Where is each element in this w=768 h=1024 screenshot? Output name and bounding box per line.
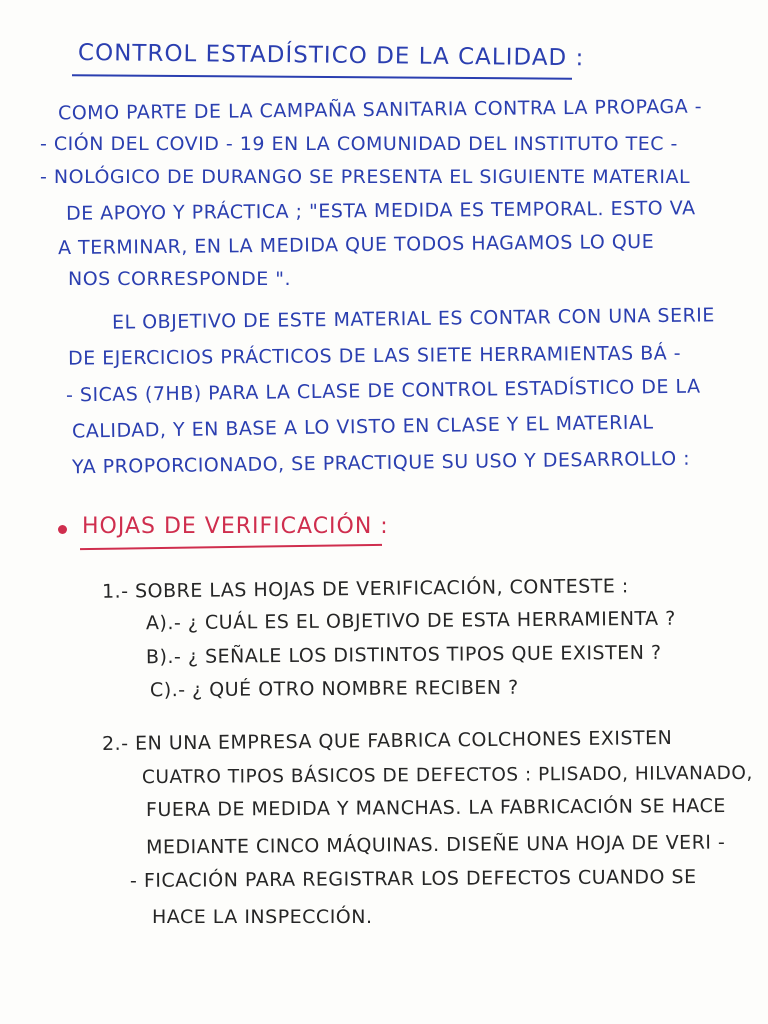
objective-line: DE EJERCICIOS PRÁCTICOS DE LAS SIETE HERRAMIENTAS BÁ - — [67, 342, 682, 370]
intro-line: - CIÓN DEL COVID - 19 EN LA COMUNIDAD DEL INSTITUTO TEC - — [40, 133, 678, 155]
q1-item-c: C).- ¿ QUÉ OTRO NOMBRE RECIBEN ? — [149, 676, 519, 702]
q2-line: - FICACIÓN PARA REGISTRAR LOS DEFECTOS CUANDO SE — [129, 866, 697, 892]
objective-line: CALIDAD, Y EN BASE A LO VISTO EN CLASE Y EL MATERIAL — [71, 411, 654, 443]
q1-item-b: B).- ¿ SEÑALE LOS DISTINTOS TIPOS QUE EXISTEN ? — [145, 641, 662, 669]
intro-line: - NOLÓGICO DE DURANGO SE PRESENTA EL SIGUIENTE MATERIAL — [40, 166, 691, 188]
q2-line: CUATRO TIPOS BÁSICOS DE DEFECTOS : PLISADO, HILVANADO, — [141, 762, 753, 789]
intro-line: A TERMINAR, EN LA MEDIDA QUE TODOS HAGAMOS LO QUE — [57, 230, 655, 260]
title-underline — [72, 74, 572, 79]
objective-line: EL OBJETIVO DE ESTE MATERIAL ES CONTAR CON UNA SERIE — [111, 304, 715, 334]
q2-line: 2.- EN UNA EMPRESA QUE FABRICA COLCHONES EXISTEN — [101, 727, 673, 755]
intro-line: COMO PARTE DE LA CAMPAÑA SANITARIA CONTRA LA PROPAGA - — [57, 95, 703, 125]
q2-line: MEDIANTE CINCO MÁQUINAS. DISEÑE UNA HOJA DE VERI - — [145, 831, 726, 859]
intro-line: NOS CORRESPONDE ". — [68, 268, 292, 290]
q2-line: HACE LA INSPECCIÓN. — [152, 906, 373, 928]
objective-line: YA PROPORCIONADO, SE PRACTIQUE SU USO Y DESARROLLO : — [71, 447, 691, 479]
section-title: HOJAS DE VERIFICACIÓN : — [82, 514, 389, 539]
objective-line: - SICAS (7HB) PARA LA CLASE DE CONTROL ESTADÍSTICO DE LA — [65, 375, 701, 407]
section-bullet — [58, 525, 67, 534]
q2-line: FUERA DE MEDIDA Y MANCHAS. LA FABRICACIÓN SE HACE — [145, 794, 726, 822]
section-underline — [80, 544, 382, 550]
page-title: CONTROL ESTADÍSTICO DE LA CALIDAD : — [77, 40, 585, 72]
q1-prompt: 1.- SOBRE LAS HOJAS DE VERIFICACIÓN, CONTESTE : — [101, 575, 629, 603]
q1-item-a: A).- ¿ CUÁL ES EL OBJETIVO DE ESTA HERRAMIENTA ? — [145, 607, 676, 635]
intro-line: DE APOYO Y PRÁCTICA ; "ESTA MEDIDA ES TEMPORAL. ESTO VA — [65, 197, 696, 225]
